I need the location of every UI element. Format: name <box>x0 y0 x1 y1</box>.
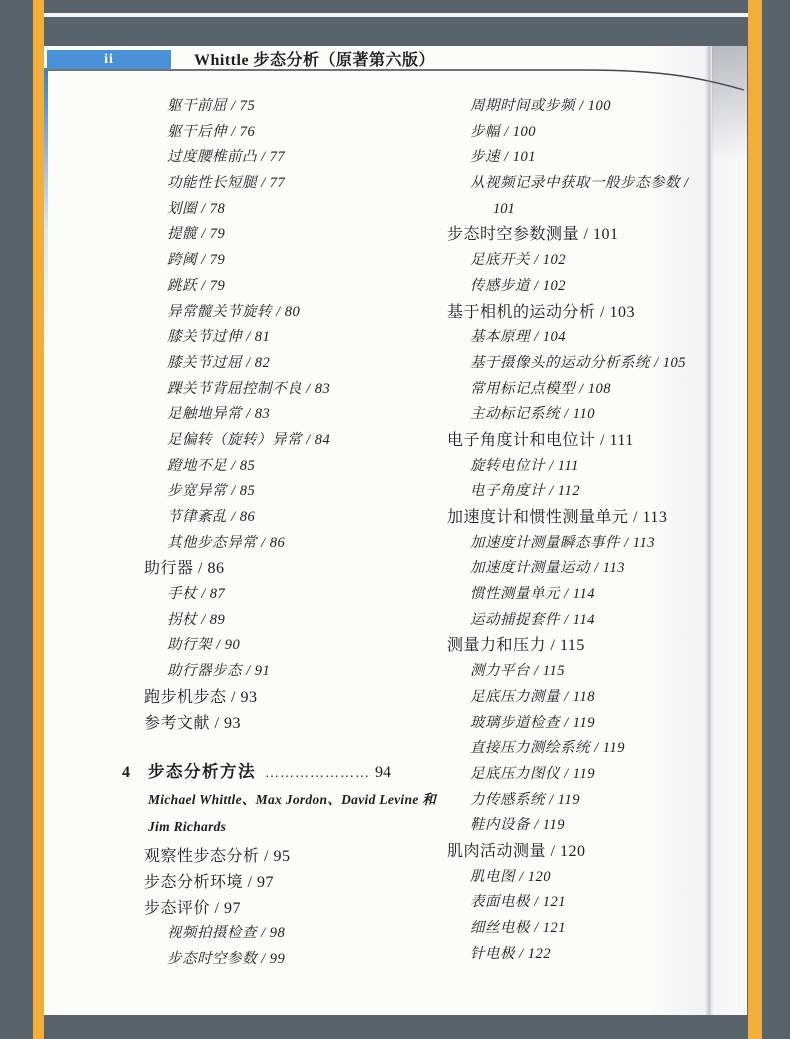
toc-entry <box>425 428 735 454</box>
toc-entry <box>425 274 735 300</box>
toc-entry <box>425 402 735 428</box>
toc-entry <box>122 325 460 351</box>
toc-entry <box>425 479 735 505</box>
toc-entry-text: 肌电图 / 120 <box>470 868 552 885</box>
toc-entry-text: 步态分析环境 / 97 <box>144 873 274 891</box>
toc-entry-text: 肌肉活动测量 / 120 <box>447 842 586 860</box>
toc-entry <box>425 711 735 737</box>
toc-entry-text: 步态评价 / 97 <box>144 899 241 917</box>
toc-entry <box>425 171 735 197</box>
toc-entry-text: 表面电极 / 121 <box>470 894 567 911</box>
toc-entry-text: 加速度计测量运动 / 113 <box>470 560 625 577</box>
toc-entry-text: 101 <box>493 200 515 217</box>
toc-entry-text: 惯性测量单元 / 114 <box>470 586 595 603</box>
toc-entry <box>122 351 460 377</box>
toc-entry <box>425 351 735 377</box>
toc-entry <box>122 947 460 973</box>
toc-entry-text: 电子角度计 / 112 <box>470 483 580 500</box>
toc-entry-text: 足底压力测量 / 118 <box>470 688 595 705</box>
toc-entry <box>122 659 460 685</box>
toc-entry-text: 步幅 / 100 <box>470 123 537 140</box>
toc-entry <box>425 736 735 762</box>
toc-entry-text: 足偏转（旋转）异常 / 84 <box>167 431 331 448</box>
top-highlight-line <box>44 13 748 17</box>
toc-entry-text: 细丝电极 / 121 <box>470 920 567 936</box>
toc-left-column <box>122 94 460 973</box>
toc-entry-text: 跨阈 / 79 <box>167 252 226 269</box>
toc-entry-text: 拐杖 / 89 <box>167 611 226 628</box>
toc-entry <box>425 608 735 634</box>
toc-entry <box>425 762 735 788</box>
toc-entry-text: 主动标记系统 / 110 <box>470 406 595 423</box>
toc-entry-text: 膝关节过伸 / 81 <box>167 329 271 346</box>
toc-entry-text: 功能性长短腿 / 77 <box>167 175 286 192</box>
toc-entry <box>425 942 735 968</box>
toc-list-left-top <box>122 94 460 736</box>
toc-entry-text: 旋转电位计 / 111 <box>470 457 579 474</box>
toc-entry-text: 助行器步态 / 91 <box>167 663 271 680</box>
toc-entry <box>122 531 460 557</box>
toc-entry-text: 加速度计测量瞬态事件 / 113 <box>470 534 655 551</box>
toc-entry-text: 常用标记点模型 / 108 <box>470 380 612 397</box>
chapter-number: 4 <box>122 764 130 782</box>
toc-entry-text: 针电极 / 122 <box>470 945 552 962</box>
toc-entry <box>122 274 460 300</box>
toc-entry <box>122 300 460 326</box>
toc-entry-text: 基本原理 / 104 <box>470 329 567 346</box>
toc-entry-text: 其他步态异常 / 86 <box>167 534 286 551</box>
toc-entry <box>122 896 460 922</box>
toc-entry-text: 跑步机步态 / 93 <box>144 688 258 706</box>
toc-entry-text: 步态时空参数测量 / 101 <box>447 226 619 244</box>
toc-entry-text: 传感步道 / 102 <box>470 277 567 294</box>
chapter-heading <box>122 756 460 787</box>
toc-entry <box>425 813 735 839</box>
toc-entry-text: 步宽异常 / 85 <box>167 483 256 500</box>
toc-entry <box>425 556 735 582</box>
toc-right-column <box>425 94 735 967</box>
toc-entry <box>122 171 460 197</box>
toc-entry-text: 电子角度计和电位计 / 111 <box>447 431 634 449</box>
toc-entry <box>425 377 735 403</box>
toc-entry <box>425 505 735 531</box>
toc-entry <box>425 582 735 608</box>
toc-entry <box>425 839 735 865</box>
toc-entry <box>425 685 735 711</box>
toc-entry <box>122 685 460 711</box>
toc-entry <box>425 890 735 916</box>
toc-entry-text: 提髋 / 79 <box>167 226 226 243</box>
toc-entry <box>425 145 735 171</box>
toc-entry <box>425 325 735 351</box>
toc-entry-text: 过度腰椎前凸 / 77 <box>167 149 286 166</box>
toc-entry-text: 手杖 / 87 <box>167 586 226 603</box>
toc-entry-text: 参考文献 / 93 <box>144 714 241 732</box>
blue-edge-strip <box>44 68 48 358</box>
toc-entry <box>122 921 460 947</box>
toc-entry <box>425 916 735 942</box>
toc-entry <box>122 222 460 248</box>
toc-entry <box>122 582 460 608</box>
toc-entry-text: 加速度计和惯性测量单元 / 113 <box>447 509 668 526</box>
toc-entry-text: 膝关节过屈 / 82 <box>167 354 271 371</box>
left-accent-bar <box>33 0 44 1039</box>
toc-entry <box>425 222 735 248</box>
toc-entry-text: 力传感系统 / 119 <box>470 791 580 808</box>
chapter-dot-leader: ………………… <box>265 766 370 782</box>
toc-entry <box>122 454 460 480</box>
toc-entry <box>425 865 735 891</box>
toc-entry-text: 基于相机的运动分析 / 103 <box>447 303 635 321</box>
toc-entry-text: 划圈 / 78 <box>167 200 226 217</box>
toc-entry <box>122 844 460 870</box>
toc-entry-text: 跳跃 / 79 <box>167 277 226 294</box>
toc-entry-text: 蹬地不足 / 85 <box>167 457 256 474</box>
toc-entry <box>122 402 460 428</box>
toc-entry-text: 从视频记录中获取一般步态参数 / <box>470 175 689 192</box>
toc-entry-text: 视频拍摄检查 / 98 <box>167 925 286 942</box>
toc-entry <box>122 870 460 896</box>
toc-entry <box>122 711 460 737</box>
toc-entry-text: 观察性步态分析 / 95 <box>144 848 291 866</box>
toc-entry-text: 运动捕捉套件 / 114 <box>470 611 595 628</box>
toc-entry-text: 直接压力测绘系统 / 119 <box>470 740 625 757</box>
toc-entry-text: 助行器 / 86 <box>144 560 225 578</box>
toc-entry <box>425 454 735 480</box>
chapter-title: 步态分析方法 <box>148 762 256 782</box>
toc-entry <box>425 248 735 274</box>
chapter-authors <box>122 787 460 840</box>
toc-entry <box>122 377 460 403</box>
toc-entry <box>122 608 460 634</box>
toc-entry <box>425 531 735 557</box>
toc-entry <box>425 659 735 685</box>
toc-entry <box>122 428 460 454</box>
toc-entry-text: 测力平台 / 115 <box>470 663 565 680</box>
toc-entry <box>122 479 460 505</box>
toc-entry-text: 踝关节背屈控制不良 / 83 <box>167 380 331 397</box>
toc-entry <box>425 300 735 326</box>
toc-entry-text: 异常髋关节旋转 / 80 <box>167 303 301 320</box>
toc-entry-text: 基于摄像头的运动分析系统 / 105 <box>470 354 687 371</box>
toc-entry-text: 躯干后伸 / 76 <box>167 123 256 140</box>
toc-entry <box>122 145 460 171</box>
toc-entry <box>122 505 460 531</box>
toc-entry-text: 足底开关 / 102 <box>470 252 567 269</box>
toc-list-left-bottom <box>122 844 460 972</box>
toc-entry <box>122 197 460 223</box>
header-title: Whittle 步态分析（原著第六版） <box>194 52 436 69</box>
toc-entry <box>425 94 735 120</box>
toc-entry-text: 躯干前屈 / 75 <box>167 98 256 114</box>
toc-entry-text: 玻璃步道检查 / 119 <box>470 714 595 731</box>
toc-entry-text: 测量力和压力 / 115 <box>447 637 585 655</box>
toc-entry <box>425 788 735 814</box>
chapter-page-number: 94 <box>375 764 391 782</box>
chapter-authors-line1: Michael Whittle、Max Jordon、David Levine 和 <box>148 792 437 808</box>
page-number-badge: ii <box>47 50 171 69</box>
toc-entry <box>122 248 460 274</box>
toc-entry-text: 助行架 / 90 <box>167 637 241 654</box>
toc-entry-text: 步速 / 101 <box>470 149 537 166</box>
chapter-authors-line2: Jim Richards <box>148 818 227 834</box>
toc-list-right <box>425 94 735 967</box>
toc-entry <box>122 556 460 582</box>
toc-entry-text: 周期时间或步频 / 100 <box>470 98 612 114</box>
toc-entry-text: 节律紊乱 / 86 <box>167 509 256 525</box>
toc-entry-text: 足底压力图仪 / 119 <box>470 765 595 782</box>
right-accent-bar <box>748 0 762 1039</box>
toc-entry-text: 足触地异常 / 83 <box>167 406 271 423</box>
toc-entry <box>122 633 460 659</box>
toc-entry-text: 鞋内设备 / 119 <box>470 817 565 834</box>
toc-entry-text: 步态时空参数 / 99 <box>167 950 286 967</box>
toc-entry <box>122 94 460 120</box>
toc-entry <box>122 120 460 146</box>
toc-entry <box>425 197 735 223</box>
toc-entry <box>425 120 735 146</box>
book-page <box>44 46 747 1015</box>
toc-entry <box>425 633 735 659</box>
